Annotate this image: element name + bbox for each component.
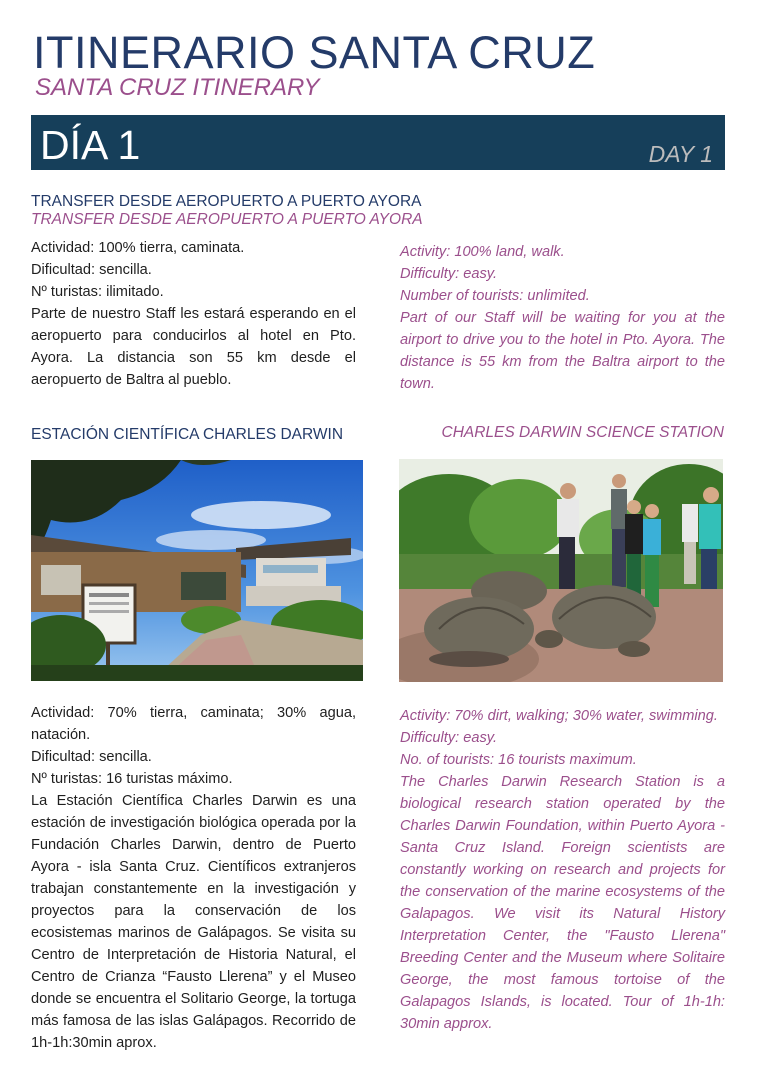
transfer-description-es: Parte de nuestro Staff les estará esperando en el aeropuerto para conducirlos al hotel en Pto. Ayora. La distancia son 55 km desde el aeropuerto de Baltra al pueblo.: [31, 306, 356, 388]
station-tourists-es: Nº turistas: 16 turistas máximo.: [31, 771, 233, 787]
page-title: ITINERARIO SANTA CRUZ: [33, 27, 596, 78]
station-description-es: La Estación Científica Charles Darwin es una estación de investigación biológica operada por la Fundación Charles Darwin, dentro de Puerto Ayora - isla Santa Cruz. Científicos extranjeros trabajan constantemente en la investigación y proyectos para la conservación de los ecosistemas marinos de Galápagos. Se visita su Centro de Interpretación de Historia Natural, el Centro de Crianza “Fausto Llerena” y el Museo donde se encuentra el Solitario George, la tortuga más famosa de las islas Galápagos. Recorrido de 1h-1h:30min aprox.: [31, 793, 356, 1051]
day-label-es: DÍA 1: [40, 122, 141, 168]
station-activity-es: Actividad: 70% tierra, caminata; 30% agua, natación.: [31, 705, 356, 743]
station-heading-en: CHARLES DARWIN SCIENCE STATION: [441, 424, 724, 441]
transfer-difficulty-es: Dificultad: sencilla.: [31, 262, 152, 278]
tortoises-photo: [399, 459, 723, 682]
transfer-description-en: Part of our Staff will be waiting for you at the airport to drive you to the hotel in Pto. Ayora. The distance is 55 km from the Baltra airport to the town.: [400, 310, 725, 392]
transfer-activity-es: Actividad: 100% tierra, caminata.: [31, 240, 245, 256]
station-details-es: [31, 702, 356, 1054]
page-subtitle: SANTA CRUZ ITINERARY: [35, 74, 320, 101]
transfer-heading-en: TRANSFER DESDE AEROPUERTO A PUERTO AYORA: [31, 211, 423, 228]
station-tourists-en: No. of tourists: 16 tourists maximum.: [400, 752, 637, 768]
station-heading-es: ESTACIÓN CIENTÍFICA CHARLES DARWIN: [31, 426, 344, 443]
station-difficulty-en: Difficulty: easy.: [400, 730, 498, 746]
transfer-tourists-es: Nº turistas: ilimitado.: [31, 284, 164, 300]
station-details-en: [400, 705, 725, 1035]
transfer-activity-en: Activity: 100% land, walk.: [400, 244, 565, 260]
transfer-details-en: [400, 241, 725, 395]
transfer-details-es: [31, 237, 356, 391]
transfer-tourists-en: Number of tourists: unlimited.: [400, 288, 590, 304]
station-description-en: The Charles Darwin Research Station is a biological research station operated by the Charles Darwin Foundation, within Puerto Ayora -Santa Cruz Island. Foreign scientists are constantly working on research and projects for the conservation of the marine ecosystems of the Galapagos. We visit its Natural History Interpretation Center, the "Fausto Llerena" Breeding Center and the Museum where Solitaire George, the most famous tortoise of the Galapagos Islands, is located. Tour of 1h-1h: 30min approx.: [400, 774, 725, 1032]
transfer-heading-es: TRANSFER DESDE AEROPUERTO A PUERTO AYORA: [31, 193, 422, 210]
station-activity-en: Activity: 70% dirt, walking; 30% water, swimming.: [400, 708, 718, 724]
transfer-difficulty-en: Difficulty: easy.: [400, 266, 498, 282]
day-label-en: DAY 1: [648, 141, 713, 167]
station-building-photo: [31, 460, 363, 681]
station-difficulty-es: Dificultad: sencilla.: [31, 749, 152, 765]
